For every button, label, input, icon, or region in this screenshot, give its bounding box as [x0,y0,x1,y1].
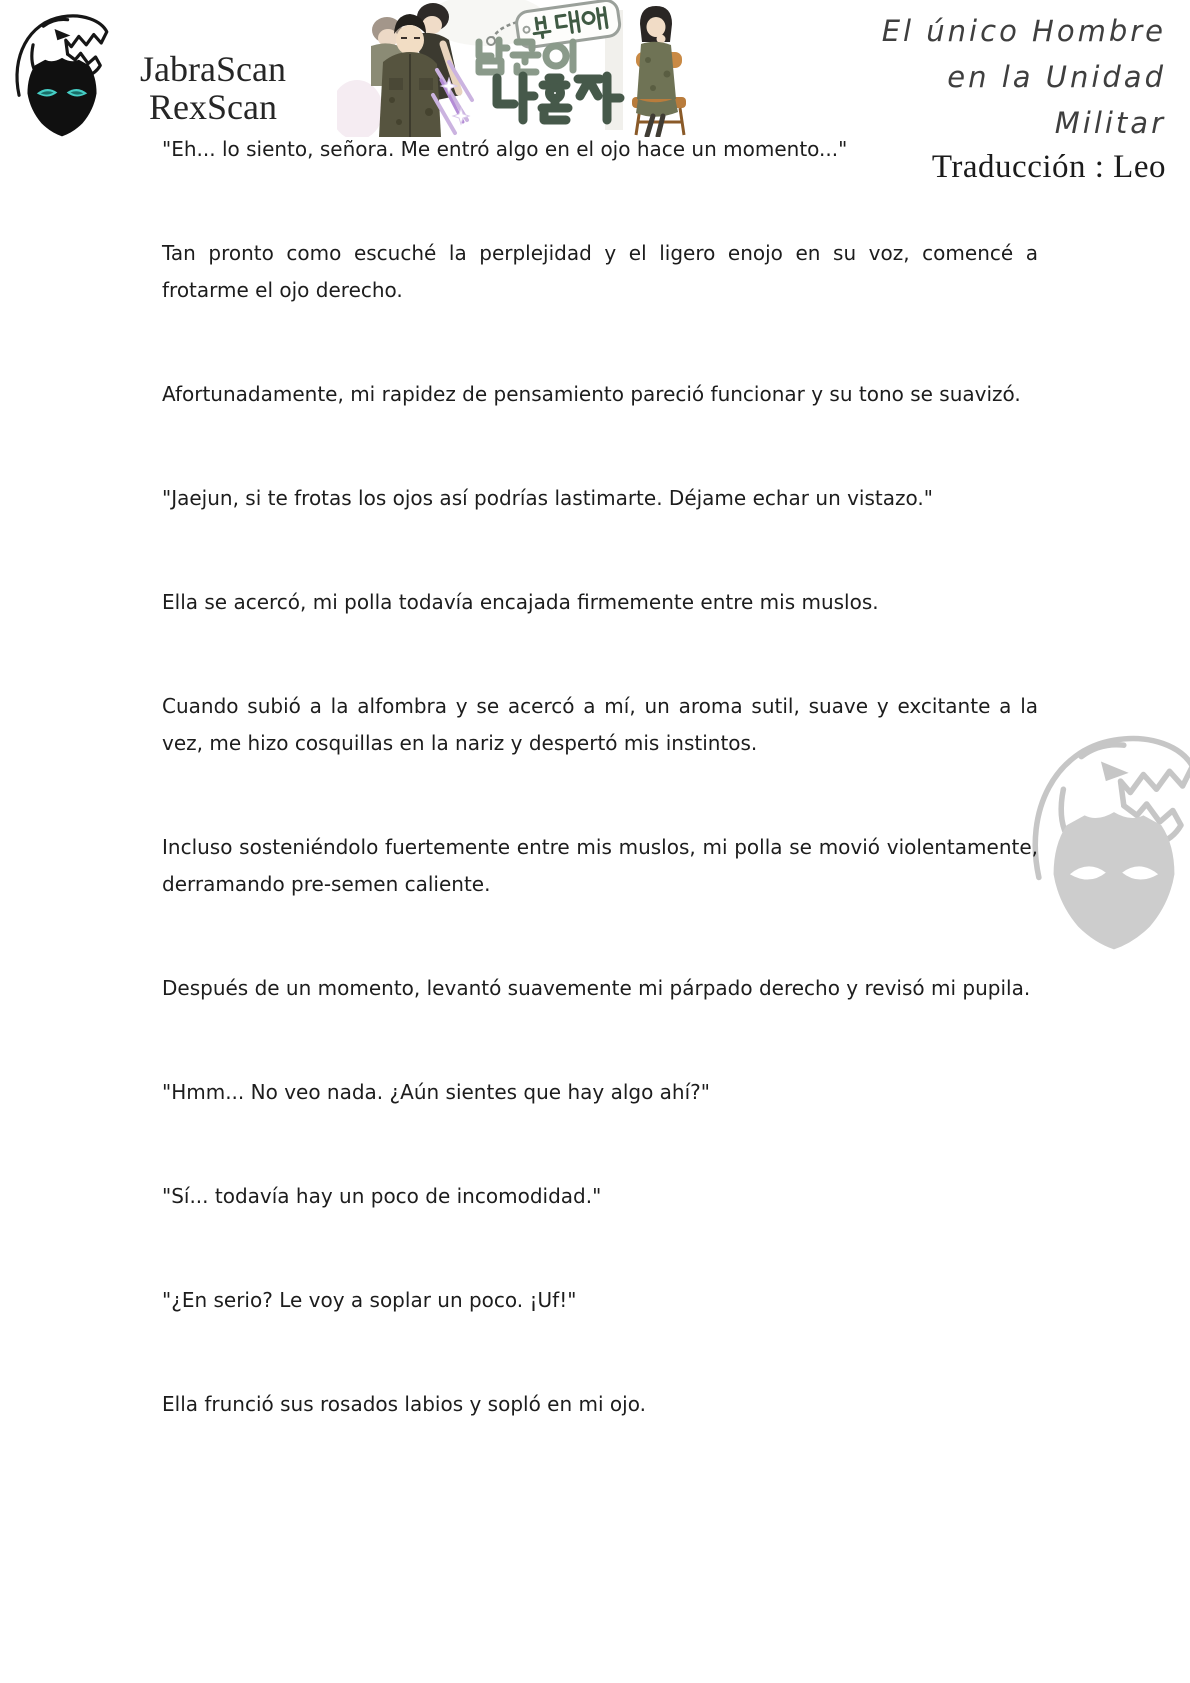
translation-credit: Traducción : Leo [931,149,1166,185]
cover-woman-on-chair [632,6,686,136]
paragraph: Incluso sosteniéndolo fuertemente entre mis muslos, mi polla se movió violentamente, derramando pre-semen caliente. [162,835,1038,896]
paragraph: Ella se acercó, mi polla todavía encajada firmemente entre mis muslos. [162,590,879,614]
paragraph: Cuando subió a la alfombra y se acercó a mí, un aroma sutil, suave y excitante a la vez, me hizo cosquillas en la nariz y despertó mis instintos. [162,694,1038,755]
paragraph: Ella frunció sus rosados labios y sopló en mi ojo. [162,1392,646,1416]
rexscan-watermark-icon [1016,714,1190,956]
manhwa-cover-art [337,0,689,137]
paragraph: Después de un momento, levantó suavemente mi párpado derecho y revisó mi pupila. [162,976,1031,1000]
paragraph: Tan pronto como escuché la perplejidad y el ligero enojo en su voz, comencé a frotarme el ojo derecho. [162,241,1038,302]
series-title-line1: El único Hombre [881,14,1166,48]
paragraph: Afortunadamente, mi rapidez de pensamiento pareció funcionar y su tono se suavizó. [162,382,1021,406]
scanlation-name-line2: RexScan [149,87,277,127]
body-text [162,131,1038,1423]
scanlation-group-name [124,50,302,126]
paragraph: "Hmm... No veo nada. ¿Aún sientes que hay algo ahí?" [162,1080,710,1104]
scanlation-name-line1: JabraScan [140,49,286,89]
paragraph: "Sí... todavía hay un poco de incomodidad." [162,1184,602,1208]
paragraph: "¿En serio? Le voy a soplar un poco. ¡Uf!" [162,1288,577,1312]
paragraph: "Jaejun, si te frotas los ojos así podrías lastimarte. Déjame echar un vistazo." [162,486,933,510]
rexscan-logo-icon [6,2,118,140]
cover-title-line2 [497,76,620,120]
paragraph: "Eh... lo siento, señora. Me entró algo en el ojo hace un momento..." [162,137,848,161]
series-title-line2: en la Unidad Militar [947,60,1166,140]
